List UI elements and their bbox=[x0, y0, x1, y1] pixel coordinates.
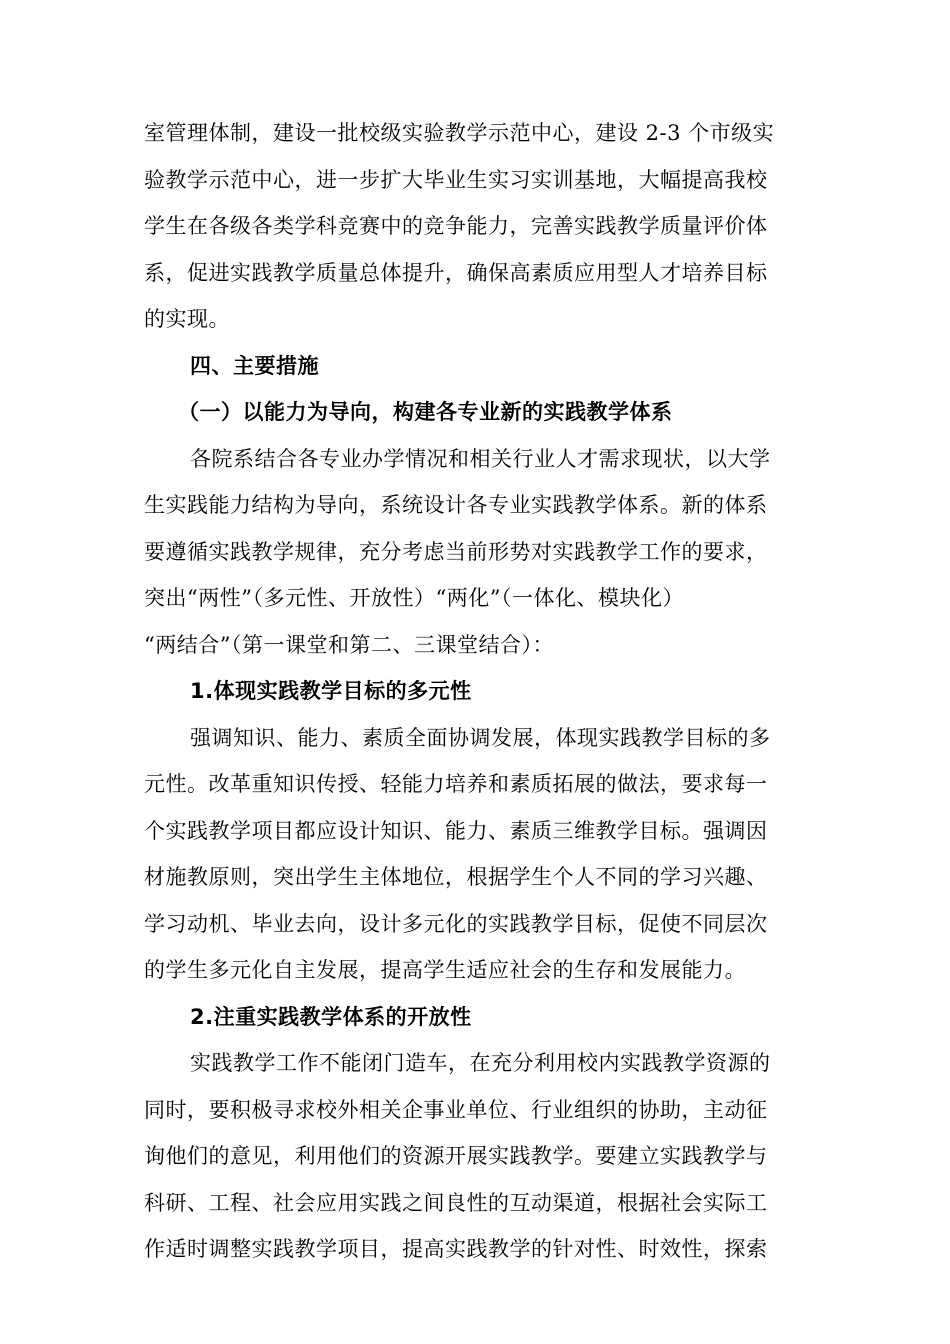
text-line: 作适时调整实践教学项目，提高实践教学的针对性、时效性，探索 bbox=[144, 1237, 768, 1261]
text-line: 元性。改革重知识传授、轻能力培养和素质拓展的做法，要求每一 bbox=[144, 772, 768, 796]
paragraph-1 bbox=[144, 110, 806, 343]
text-line: 询他们的意见，利用他们的资源开展实践教学。要建立实践教学与 bbox=[144, 1144, 768, 1168]
text-line: 科研、工程、社会应用实践之间良性的互动渠道，根据社会实际工 bbox=[144, 1190, 768, 1215]
text-line: 各院系结合各专业办学情况和相关行业人才需求现状，以大学 bbox=[190, 446, 771, 471]
text-line: 系，促进实践教学质量总体提升，确保高素质应用型人才培养目标 bbox=[144, 260, 768, 285]
text-line: 的学生多元化自主发展，提高学生适应社会的生存和发展能力。 bbox=[144, 958, 746, 982]
paragraph-4 bbox=[144, 1040, 806, 1273]
section-heading: 四、主要措施 bbox=[190, 353, 319, 378]
text-line: 突出“两性”（多元性、开放性）“两化”（一体化、模块化） bbox=[144, 586, 684, 610]
text-line: 个实践教学项目都应设计知识、能力、素质三维教学目标。强调因 bbox=[144, 818, 768, 843]
text-line: “两结合”（第一课堂和第二、三课堂结合）： bbox=[144, 632, 554, 657]
text-line: 同时，要积极寻求校外相关企事业单位、行业组织的协助，主动征 bbox=[144, 1097, 768, 1122]
text-line: 学习动机、毕业去向，设计多元化的实践教学目标，促使不同层次 bbox=[144, 911, 768, 936]
text-line: 要遵循实践教学规律，充分考虑当前形势对实践教学工作的要求， bbox=[144, 539, 768, 564]
item-1-heading: 1.体现实践教学目标的多元性 bbox=[190, 679, 472, 703]
text-line: 材施教原则，突出学生主体地位，根据学生个人不同的学习兴趣、 bbox=[144, 865, 768, 889]
text-line: 学生在各级各类学科竞赛中的竞争能力，完善实践教学质量评价体 bbox=[144, 214, 768, 238]
text-line: 强调知识、能力、素质全面协调发展，体现实践教学目标的多 bbox=[190, 725, 771, 750]
text-line: 实践教学工作不能闭门造车，在充分利用校内实践教学资源的 bbox=[190, 1051, 771, 1075]
text-line: 室管理体制，建设一批校级实验教学示范中心，建设 2-3 个市级实 bbox=[144, 121, 775, 145]
paragraph-2 bbox=[144, 436, 806, 669]
text-line: 验教学示范中心，进一步扩大毕业生实习实训基地，大幅提高我校 bbox=[144, 167, 768, 192]
text-line: 生实践能力结构为导向，系统设计各专业实践教学体系。新的体系 bbox=[144, 493, 768, 517]
text-line: 的实现。 bbox=[144, 307, 230, 331]
paragraph-3 bbox=[144, 715, 806, 994]
item-2-heading: 2.注重实践教学体系的开放性 bbox=[190, 1004, 472, 1029]
document-page bbox=[144, 110, 806, 1273]
subsection-heading: （一）以能力为导向，构建各专业新的实践教学体系 bbox=[178, 400, 673, 424]
